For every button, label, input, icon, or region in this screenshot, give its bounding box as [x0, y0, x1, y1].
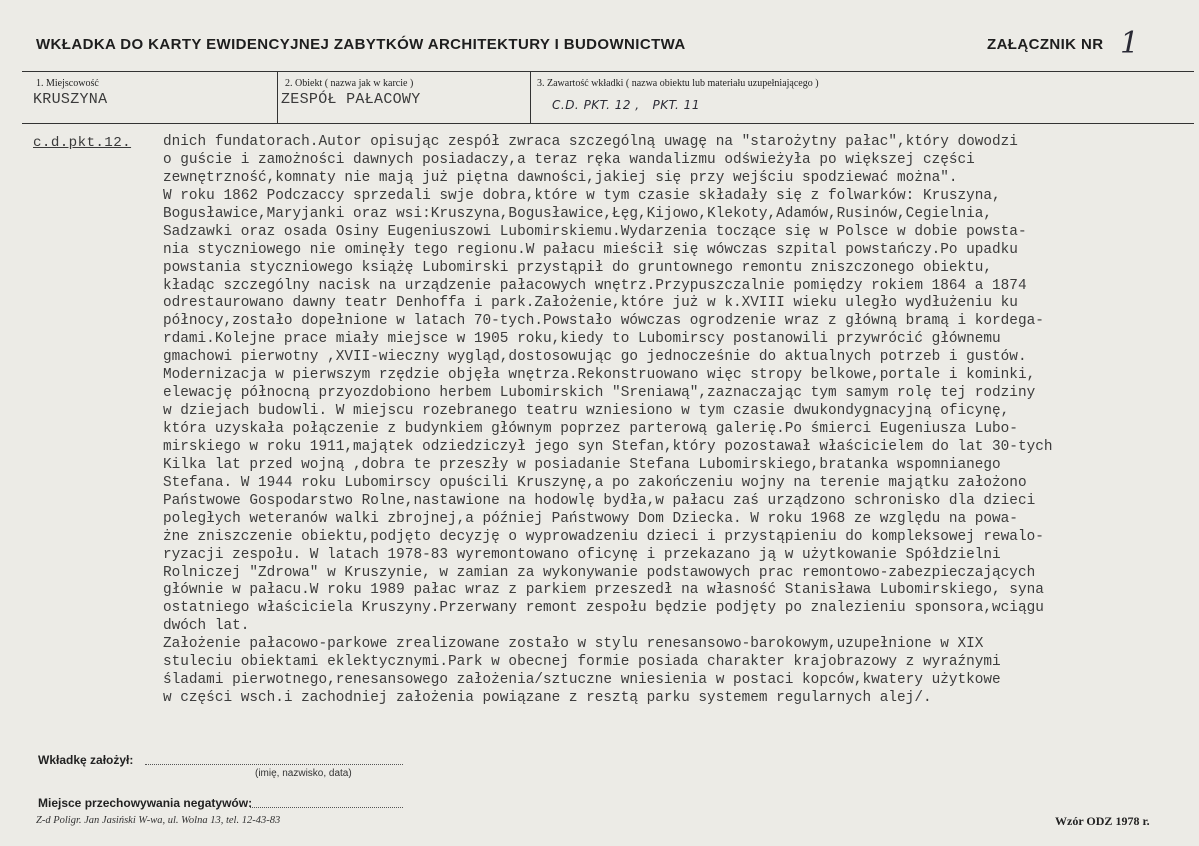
- body-line: dwóch lat.: [163, 618, 250, 635]
- negatives-label: Miejsce przechowywania negatywów:: [38, 796, 253, 810]
- body-line: Modernizacja w pierwszym rzędzie objęła wnętrza.Rekonstruowano więc stropy belkowe,portale i kominki,: [163, 367, 1036, 384]
- locality-value: KRUSZYNA: [33, 91, 108, 108]
- header-rule-bottom: [22, 123, 1194, 124]
- content-value: C.D. PKT. 12 , PKT. 11: [552, 98, 700, 112]
- created-by-line: [145, 764, 403, 765]
- body-line: Sadzawki oraz osada Osiny Eugeniuszowi Lubomirskiemu.Wydarzenia toczące się w Polsce w dobie powsta-: [163, 223, 1027, 240]
- annex-number: 1: [1120, 26, 1140, 61]
- created-by-hint: (imię, nazwisko, data): [255, 768, 352, 779]
- body-line: o guście i zamożności dawnych posiadaczy,a teraz ręka wandalizmu odświeżyła po większej części: [163, 151, 975, 168]
- body-line: Bogusławice,Maryjanki oraz wsi:Kruszyna,Bogusławice,Łęg,Kijowo,Klekoty,Adamów,Rusinów,Cegielnia,: [163, 205, 993, 222]
- printer-imprint: Z-d Poligr. Jan Jasiński W-wa, ul. Wolna 13, tel. 12-43-83: [36, 815, 281, 826]
- body-line: w części wsch.i zachodniej założenia powiązane z resztą parku systemem regularnych alej/.: [163, 690, 932, 707]
- body-line: dnich fundatorach.Autor opisując zespół zwraca szczególną uwagę na "starożytny pałac",który dowodzi: [163, 134, 1018, 150]
- object-label-note: ( nazwa jak w karcie ): [324, 78, 414, 89]
- body-line: zewnętrzność,komnaty nie mają już piętna dawności,jakiej się przy wejściu spodziewać można".: [163, 169, 958, 186]
- object-label: 2. Obiekt ( nazwa jak w karcie ): [285, 78, 414, 89]
- body-line: która uzyskała połączenie z budynkiem głównym poprzez parterową galerię.Po śmierci Eugeniusza Lubo-: [163, 421, 1018, 437]
- body-line: Stefana. W 1944 roku Lubomirscy opuścili Kruszynę,a po zakończeniu wojny na terenie majątku założono: [163, 474, 1027, 491]
- annex-label: ZAŁĄCZNIK NR: [987, 36, 1104, 53]
- header-rule-top: [22, 71, 1194, 72]
- body-line: nia styczniowego nie ominęły tego regionu.W pałacu mieścił się wówczas szpital powstańczy.Po upadku: [163, 241, 1018, 258]
- body-line: rdami.Kolejne prace miały miejsce w 1905 roku,kiedy to Lubomirscy postanowili przywrócić głównemu: [163, 331, 1001, 348]
- content-label: 3. Zawartość wkładki ( nazwa obiektu lub materiału uzupełniającego ): [537, 78, 819, 89]
- body-line: ostatniego właściciela Kruszyny.Przerwany remont zespołu będzie podjęty po znalezieniu sponsora,wciągu: [163, 600, 1044, 617]
- body-line: Rolniczej "Zdrowa" w Kruszynie, w zamian za wykonywanie podstawowych prac remontowo-zabezpieczających: [163, 564, 1036, 581]
- body-line: elewację północną przyozdobiono herbem Lubomirskich "Sreniawą",zaznaczając tym samym rolę tej rodziny: [163, 385, 1036, 402]
- created-by-label: Wkładkę założył:: [38, 753, 134, 767]
- body-line: w dziejach budowli. W miejscu rozebranego teatru wzniesiono w tym czasie dwukondygnacyjną oficynę,: [163, 403, 1010, 420]
- body-line: odrestaurowano dawny teatr Denhoffa i park.Założenie,które już w k.XVIII wieku uległo wydłużeniu ku: [163, 295, 1018, 312]
- header-title: WKŁADKA DO KARTY EWIDENCYJNEJ ZABYTKÓW ARCHITEKTURY I BUDOWNICTWA: [36, 36, 686, 53]
- content-label-note: ( nazwa obiektu lub materiału uzupełniającego ): [625, 78, 819, 89]
- body-line: Kilka lat przed wojną ,dobra te przeszły w posiadanie Stefana Lubomirskiego,bratanka wspomnianego: [163, 456, 1001, 473]
- body-line: głównie w pałacu.W roku 1989 pałac wraz z parkiem przeszedł na własność Stanisława Lubomirskiego, syna: [163, 582, 1044, 599]
- continuation-reference: c.d.pkt.12.: [33, 135, 132, 151]
- object-value: ZESPÓŁ PAŁACOWY: [281, 91, 421, 108]
- typed-body-text: [163, 134, 1199, 708]
- body-line: północy,zostało dopełnione w latach 70-tych.Powstało wówczas ogrodzenie wraz z główną bramą i kordega-: [163, 313, 1044, 330]
- negatives-line: [250, 807, 403, 808]
- body-line: powstania styczniowego książę Lubomirski przystąpił do gruntownego remontu zniszczonego obiektu,: [163, 259, 993, 276]
- locality-label: 1. Miejscowość: [36, 78, 99, 89]
- body-line: kładąc szczególny nacisk na urządzenie pałacowych wnętrz.Przypuszczalnie pomiędzy rokiem 1864 a 1874: [163, 277, 1027, 294]
- body-line: W roku 1862 Podczaccy sprzedali swje dobra,które w tym czasie składały się z folwarków: Kruszyna,: [163, 187, 1001, 204]
- body-line: żne zniszczenie obiektu,podjęto decyzję o wyprowadzeniu dzieci i przystąpieniu do kompleksowej rewalo-: [163, 528, 1044, 545]
- body-line: Państwowe Gospodarstwo Rolne,nastawione na hodowlę bydła,w pałacu zaś urządzono schronisko dla dzieci: [163, 492, 1036, 509]
- field-divider-1: [277, 71, 278, 123]
- body-line: mirskiego w roku 1911,majątek odziedziczył jego syn Stefan,który pozostawał właścicielem do lat 30-tych: [163, 438, 1053, 455]
- form-code: Wzór ODZ 1978 r.: [1055, 814, 1150, 828]
- body-line: gmachowi pierwotny ,XVII-wieczny wygląd,dostosowując go jednocześnie do aktualnych potrzeb i gustów.: [163, 349, 1027, 366]
- field-divider-2: [530, 71, 531, 123]
- body-line: ryzacji zespołu. W latach 1978-83 wyremontowano oficynę i przekazano ją w użytkowanie Spółdzielni: [163, 546, 1001, 563]
- body-line: poległych weteranów walki zbrojnej,a później Państwowy Dom Dziecka. W roku 1968 ze względu na powa-: [163, 510, 1018, 527]
- body-line: stuleciu obiektami eklektycznymi.Park w obecnej formie posiada charakter krajobrazowy z wyraźnymi: [163, 654, 1001, 671]
- body-line: Założenie pałacowo-parkowe zrealizowane zostało w stylu renesansowo-barokowym,uzupełnione w XIX: [163, 636, 984, 653]
- body-line: śladami pierwotnego,renesansowego założenia/sztuczne wniesienia w postaci kopców,kwatery użytkowe: [163, 672, 1001, 689]
